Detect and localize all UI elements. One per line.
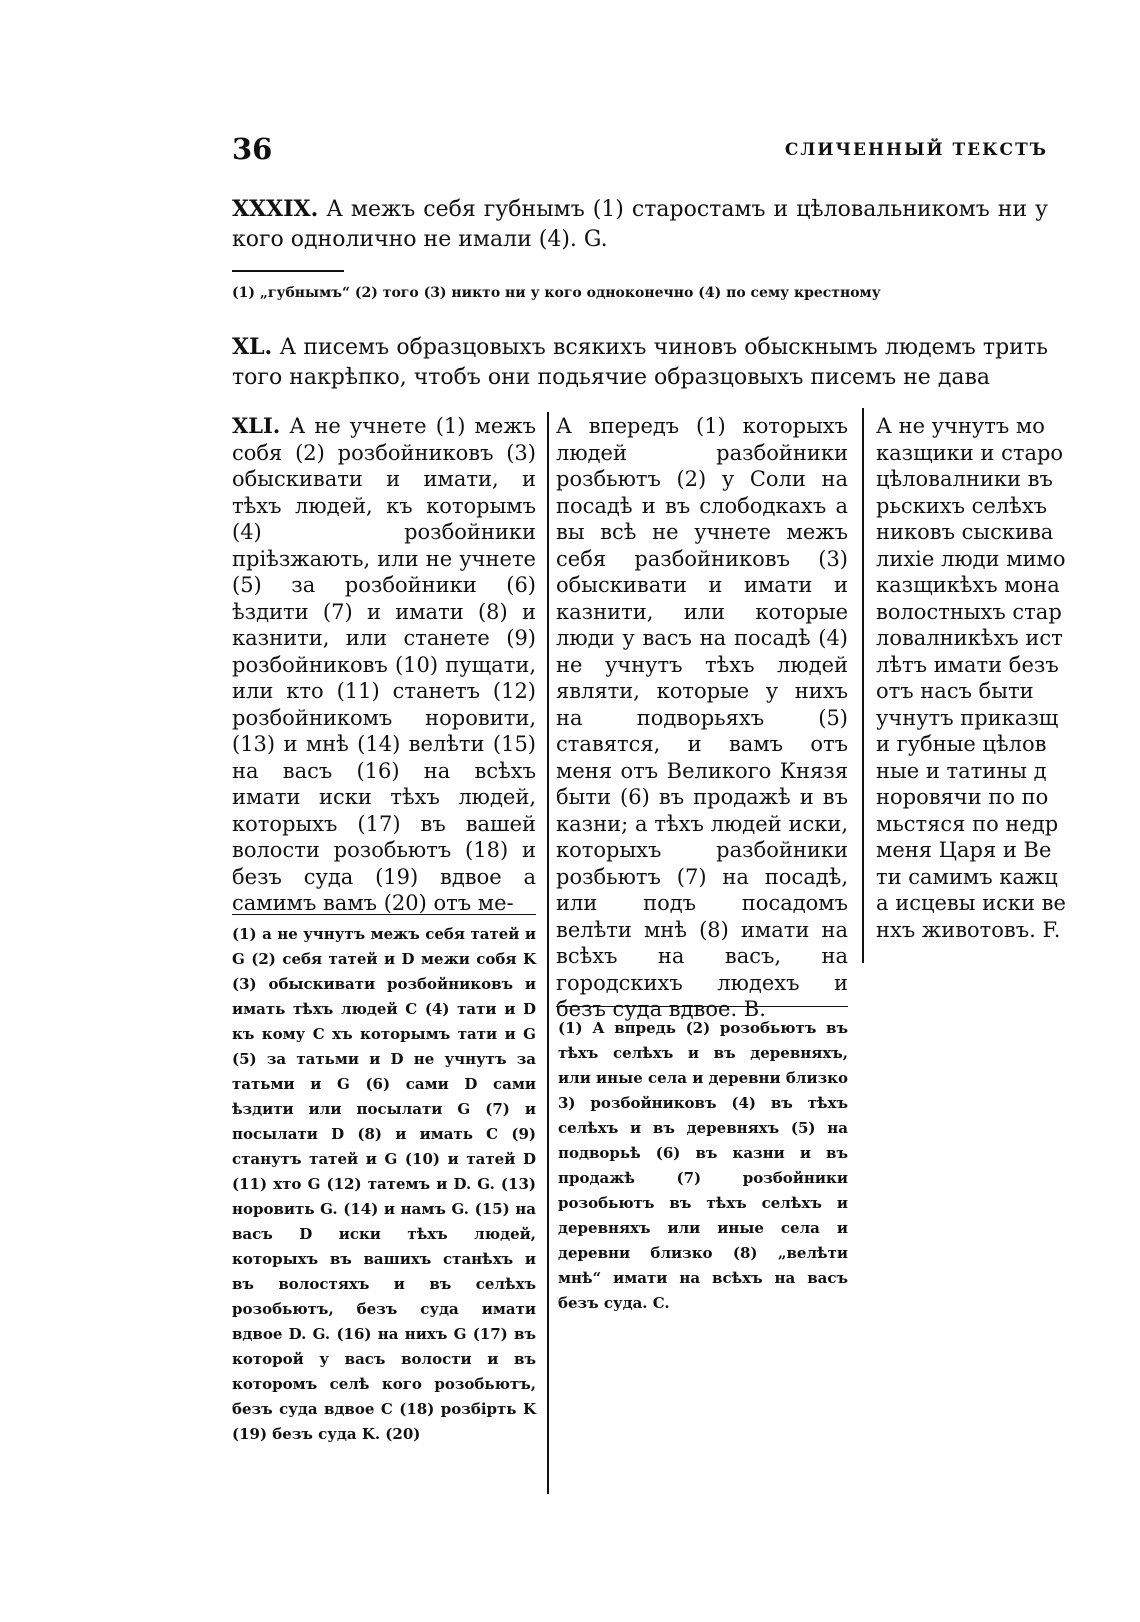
- footnote-column-2: (1) А впредь (2) розобьютъ въ тѣхъ селѣхъ и въ деревняхъ, или иные села и деревни близко 3) розбойниковъ (4) въ тѣхъ селѣхъ и въ деревняхъ (5) на подворьѣ (6) въ казни и въ продажѣ (7) розбойники розобьютъ въ тѣхъ селѣхъ и деревняхъ или иные села и деревни близко (8) „велѣти мнѣ“ имати на всѣхъ на васъ безъ суда. C.: [558, 1019, 848, 1312]
- column-3-line: волостныхъ стар: [876, 599, 1062, 624]
- column-3-line: учнутъ приказщ: [876, 705, 1059, 730]
- column-3-line: ти самимъ кажц: [876, 864, 1058, 889]
- footnote-divider-col1: [232, 914, 536, 915]
- column-3-line: а исцевы иски ве: [876, 891, 1066, 915]
- article-41-text: А не учнете (1) межъ собя (2) розбойниковъ (3) обыскивати и имати, и тѣхъ людей, къ которымъ (4) розбойники прiѣзжають, или не учнете (5) за розбойники (6) ѣздити (7) и имати (8) и казнити, или станете (9) розбойниковъ (10) пущати, или кто (11) станетъ (12) розбойникомъ норовити, (13) и мнѣ (14) велѣти (15) на васъ (16) на всѣхъ имати иски тѣхъ людей, которыхъ (17) въ вашей волости розобьютъ (18) и безъ суда (19) вдвое а самимъ вамъ (20) отъ ме-: [232, 414, 536, 915]
- column-3-line: лихiе люди мимо: [876, 546, 1066, 571]
- column-3-line: А не учнутъ мо: [876, 414, 1045, 438]
- column-3-line: рьскихъ селѣхъ: [876, 493, 1048, 518]
- column-divider-2: [862, 408, 864, 963]
- column-3-line: лѣтъ имати безъ: [876, 652, 1059, 677]
- page-number: 36: [232, 132, 273, 166]
- column-3-line: норовячи по по: [876, 785, 1049, 809]
- column-divider-1: [547, 412, 549, 1494]
- page-header: [232, 132, 1048, 172]
- article-39-text: А межъ себя губнымъ (1) старостамъ и цѣловальникомъ ни у кого однолично не имали (4). G.: [232, 197, 1048, 252]
- footnote-divider-col2: [556, 1006, 848, 1007]
- running-head: СЛИЧЕННЫЙ ТЕКСТЪ: [784, 140, 1048, 160]
- column-3-text: [876, 413, 1066, 943]
- article-40-text: А писемъ образцовыхъ всякихъ чиновъ обыскнымъ людемъ трить того накрѣпко, чтобъ они подьячие образцовыхъ писемъ не дава: [232, 335, 1048, 390]
- column-3-line: казщики и старо: [876, 440, 1064, 465]
- column-3-line: и губные цѣлов: [876, 732, 1047, 756]
- column-3-line: меня Царя и Ве: [876, 838, 1052, 862]
- article-40: [232, 332, 1048, 393]
- article-40-number: XL.: [232, 334, 273, 360]
- column-3-line: отъ насъ быти: [876, 679, 1034, 703]
- column-2-text: А впередъ (1) которыхъ людей разбойники розбьютъ (2) у Соли на посадѣ и въ слободкахъ а вы всѣ не учнете межъ себя разбойниковъ (3) обыскивати и имати и казнити, или которые люди у васъ на посадѣ (4) не учнутъ тѣхъ людей являти, которые у нихъ на подворьяхъ (5) ставятся, и вамъ отъ меня отъ Великого Князя быти (6) въ продажѣ и въ казни; а тѣхъ людей иски, которыхъ разбойники розбьютъ (7) на посадѣ, или подъ посадомъ велѣти мнѣ (8) имати на всѣхъ на васъ, на городскихъ людехъ и безъ суда вдвое. B.: [556, 414, 848, 1021]
- footnote-39: (1) „губнымъ“ (2) того (3) никто ни у кого одноконечно (4) по сему крестному: [232, 285, 881, 301]
- column-3-line: казщикѣхъ мона: [876, 573, 1060, 597]
- column-3-line: ловалникѣхъ ист: [876, 626, 1063, 650]
- column-3-line: нхъ животовъ. F.: [876, 917, 1061, 942]
- column-3-line: никовъ сыскива: [876, 520, 1054, 544]
- column-3-line: цѣловалники въ: [876, 467, 1053, 491]
- article-41-number: XLI.: [232, 413, 281, 438]
- column-3-line: мьстяся по недр: [876, 811, 1059, 836]
- article-39: [232, 194, 1048, 255]
- column-1-text: [232, 413, 536, 917]
- column-3-line: ные и татины д: [876, 758, 1047, 783]
- footnote-divider: [232, 270, 344, 272]
- footnote-column-1: (1) а не учнутъ межъ себя татей и G (2) себя татей и D межи собя K (3) обыскивати розбойниковъ и имать тѣхъ людей C (4) тати и D къ кому C хъ которымъ тати и G (5) за татьми и D не учнутъ за татьми и G (6) сами D сами ѣздити или посылати G (7) и посылати D (8) и имать C (9) станутъ татей и G (10) и татей D (11) хто G (12) татемъ и D. G. (13) норовить G. (14) и намъ G. (15) на васъ D иски тѣхъ людей, которыхъ въ вашихъ станѣхъ и въ волостяхъ и въ селѣхъ розобьютъ, безъ суда имати вдвое D. G. (16) на нихъ G (17) въ которой у васъ волости и въ которомъ селѣ кого розобьютъ, безъ суда вдвое C (18) розбiрть K (19) безъ суда K. (20): [232, 925, 536, 1443]
- article-39-number: XXXIX.: [232, 196, 319, 222]
